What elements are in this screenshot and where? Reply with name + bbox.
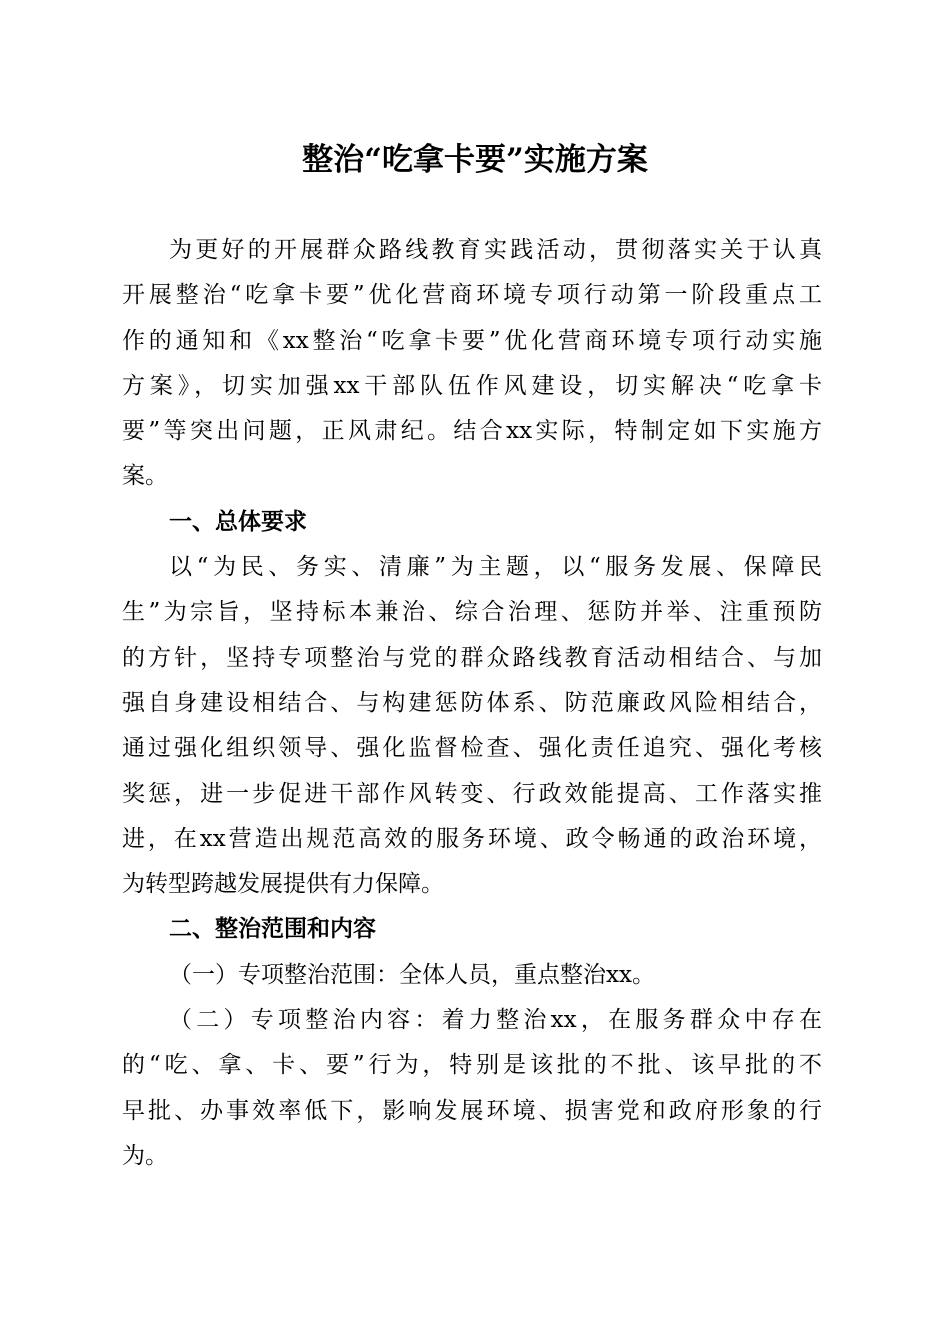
- paragraph-line: 开展整治“吃拿卡要”优化营商环境专项行动第一阶段重点工: [122, 282, 822, 309]
- paragraph-line: 作的通知和《xx整治“吃拿卡要”优化营商环境专项行动实施: [122, 327, 822, 354]
- paragraph-line: 以“为民、务实、清廉”为主题，以“服务发展、保障民: [169, 554, 822, 581]
- heading-text: 一、总体要求: [169, 508, 307, 535]
- paragraph-line: （二）专项整治内容：着力整治xx，在服务群众中存在: [169, 1007, 822, 1034]
- document-title: 整治“吃拿卡要”实施方案: [302, 142, 648, 178]
- paragraph-line: 早批、办事效率低下，影响发展环境、损害党和政府形象的行: [122, 1097, 822, 1124]
- paragraph-line: 强自身建设相结合、与构建惩防体系、防范廉政风险相结合，: [122, 689, 822, 716]
- paragraph: [122, 998, 822, 1179]
- paragraph-line: 的“吃、拿、卡、要”行为，特别是该批的不批、该早批的不: [122, 1052, 822, 1079]
- paragraph-line: 为转型跨越发展提供有力保障。: [122, 871, 444, 898]
- paragraph-line: 奖惩，进一步促进干部作风转变、行政效能提高、工作落实推: [122, 780, 822, 807]
- paragraph-line: 为更好的开展群众路线教育实践活动，贯彻落实关于认真: [169, 237, 822, 263]
- paragraph-line: 要”等突出问题，正风肃纪。结合xx实际，特制定如下实施方: [122, 418, 822, 445]
- paragraph-line: 通过强化组织领导、强化监督检查、强化责任追究、强化考核: [122, 735, 822, 762]
- section-heading: [122, 907, 822, 952]
- paragraph: [122, 953, 822, 998]
- paragraph: [122, 545, 822, 907]
- heading-text: 二、整治范围和内容: [169, 916, 376, 943]
- section-heading: [122, 500, 822, 545]
- paragraph-line: 方案》，切实加强xx干部队伍作风建设，切实解决“吃拿卡: [122, 372, 822, 399]
- paragraph-line: 为。: [122, 1142, 168, 1169]
- document-body: [122, 228, 822, 1179]
- paragraph-line: 案。: [122, 463, 168, 490]
- paragraph-line: 的方针，坚持专项整治与党的群众路线教育活动相结合、与加: [122, 644, 822, 671]
- paragraph-line: （一）专项整治范围：全体人员，重点整治xx。: [169, 961, 655, 988]
- paragraph-line: 进，在xx营造出规范高效的服务环境、政令畅通的政治环境，: [122, 825, 822, 852]
- paragraph: [122, 228, 822, 500]
- paragraph-line: 生”为宗旨，坚持标本兼治、综合治理、惩防并举、注重预防: [122, 599, 822, 626]
